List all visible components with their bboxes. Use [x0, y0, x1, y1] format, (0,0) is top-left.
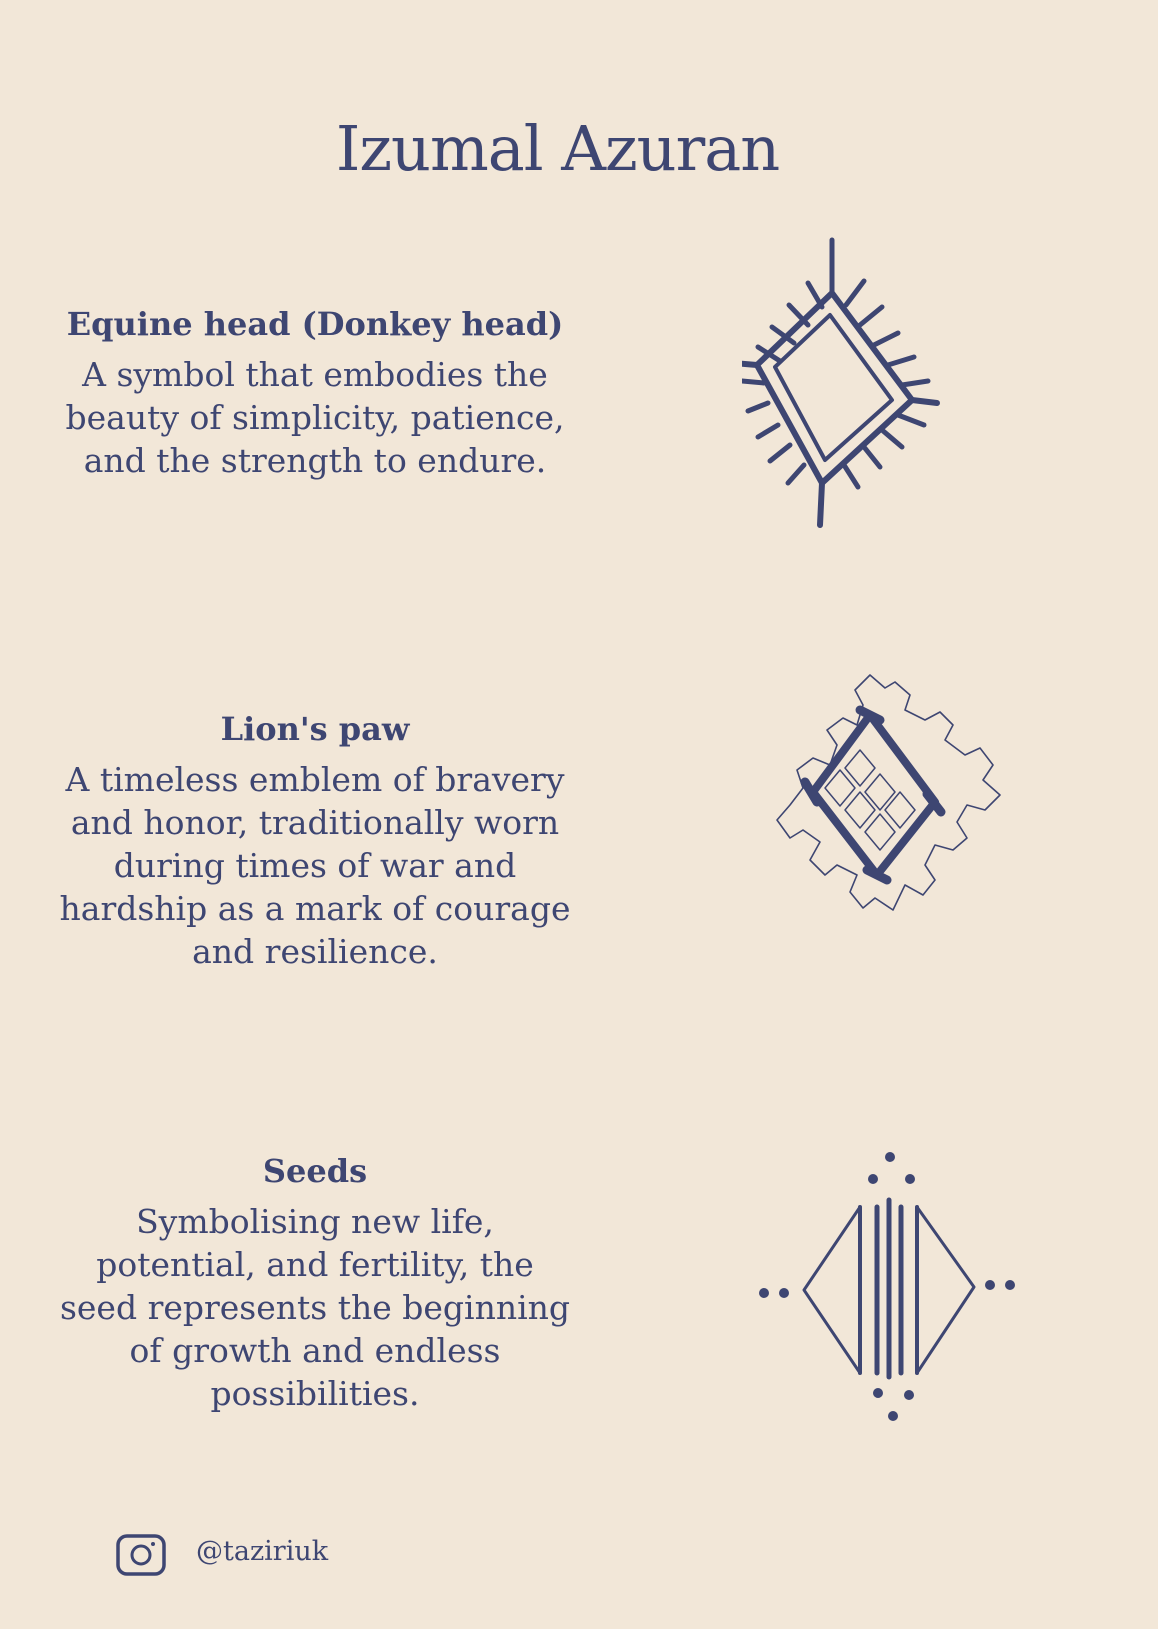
symbol-description: A symbol that embodies the beauty of simplicity, patience, and the strength to endure. [65, 355, 565, 480]
symbol-heading: Equine head (Donkey head) [66, 305, 564, 343]
symbol-description: A timeless emblem of bravery and honor, traditionally worn during times of war and hardship as a mark of courage and resilience. [59, 760, 571, 971]
page-title: Izumal Azuran [335, 111, 780, 185]
instagram-handle-link[interactable]: @taziriuk [196, 1536, 329, 1567]
symbol-heading: Lion's paw [220, 710, 410, 748]
seeds-symbol-icon [752, 1145, 1022, 1430]
symbol-description: Symbolising new life, potential, and fertility, the seed represents the beginning of growth and endless possibilities. [59, 1202, 571, 1413]
symbol-section-lions-paw [40, 710, 590, 973]
symbol-heading: Seeds [262, 1152, 368, 1190]
symbol-section-seeds [40, 1152, 590, 1415]
lions-paw-symbol-icon [775, 670, 1035, 950]
equine-head-symbol-icon [742, 235, 982, 535]
instagram-icon[interactable] [115, 1532, 167, 1578]
symbol-section-equine-head [40, 305, 590, 482]
